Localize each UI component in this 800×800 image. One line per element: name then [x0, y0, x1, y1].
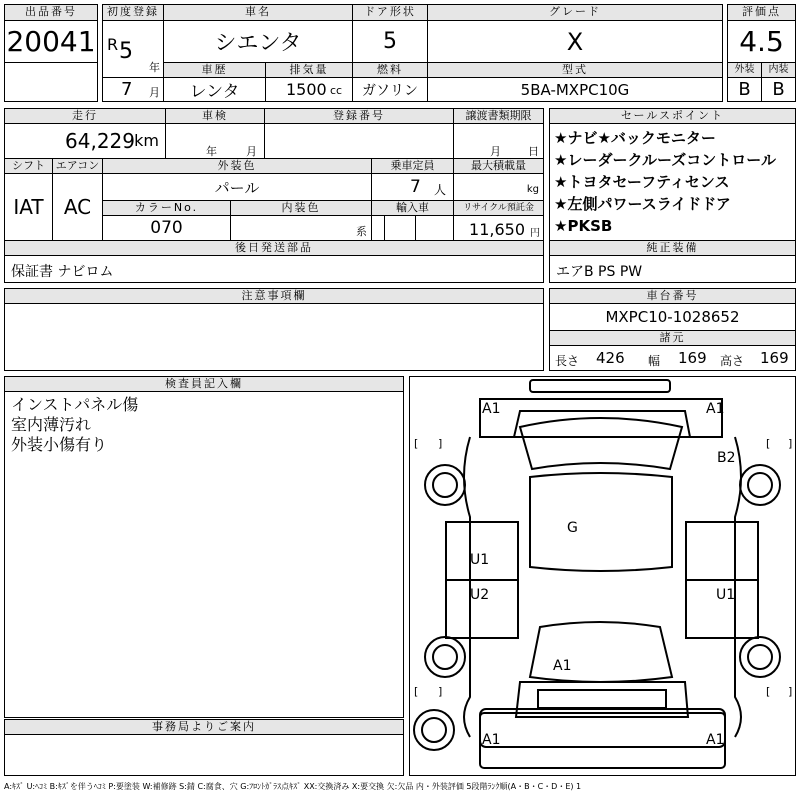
inspector-notes [4, 391, 404, 718]
first-reg-year [102, 20, 164, 78]
load-cell [453, 173, 544, 201]
svg-text:]: ] [438, 437, 443, 450]
sales-point: ★レーダークルーズコントロール [554, 151, 776, 169]
recycle: 11,650 [469, 220, 525, 239]
first-reg-label: 初度登録 [102, 4, 164, 21]
inspection-label: 車検 [165, 108, 265, 124]
int-grade-label: 内装 [761, 62, 796, 78]
width-label: 幅 [648, 354, 661, 368]
dims-label: 諸元 [549, 330, 796, 346]
color: パール [102, 173, 372, 201]
sales-label: セールスポイント [549, 108, 796, 124]
ac-label: エアコン [52, 158, 103, 174]
color-no-label: カラーNo. [102, 200, 231, 216]
inspection-year-unit: 年 [206, 145, 217, 158]
equip-label: 純正装備 [549, 240, 796, 256]
svg-text:[: [ [414, 685, 419, 698]
car-diagram-svg [410, 377, 795, 775]
mark-u1-right: U1 [716, 587, 736, 603]
fuel-label: 燃料 [352, 62, 428, 78]
capacity-unit: 人 [434, 183, 447, 197]
model: 5BA-MXPC10G [427, 77, 723, 102]
score: 4.5 [727, 20, 796, 63]
sales-point: ★トヨタセーフティセンス [554, 173, 730, 191]
inspector-label: 検査員記入欄 [4, 376, 404, 392]
svg-text:]: ] [438, 685, 443, 698]
inspector-note: 室内薄汚れ [11, 415, 92, 434]
chassis: MXPC10-1028652 [549, 303, 796, 331]
mark-a1-rear-left: A1 [482, 732, 501, 748]
lot-label: 出品番号 [4, 4, 98, 21]
length-label: 長さ [555, 354, 580, 368]
height-label: 高さ [720, 354, 745, 368]
car-diagram [409, 376, 796, 776]
notes-area [4, 303, 544, 371]
first-reg-month [102, 77, 164, 102]
int-color-cell [230, 215, 372, 241]
color-no: 070 [102, 215, 231, 241]
mark-u1-left: U1 [470, 552, 490, 568]
month-unit: 月 [149, 86, 160, 99]
length: 426 [596, 349, 625, 367]
dims-cell [549, 345, 796, 371]
transfer-day-unit: 日 [528, 145, 539, 158]
recycle-unit: 円 [530, 228, 540, 239]
width: 169 [678, 349, 707, 367]
mark-b2: B2 [717, 450, 736, 466]
sales-point: ★左側パワースライドドア [554, 195, 731, 213]
displacement: 1500 [286, 80, 327, 99]
equip-cell [549, 255, 796, 283]
grade-label: グレード [427, 4, 723, 21]
load-unit: kg [526, 184, 539, 195]
model-label: 型式 [427, 62, 723, 78]
reg-no-cell [264, 123, 454, 159]
history-label: 車歴 [163, 62, 266, 78]
reg-month: 7 [121, 79, 133, 100]
legend: A:ｷｽﾞ U:ﾍｺﾐ B:ｷｽﾞを伴うﾍｺﾐ P:要塗装 W:補修跡 S:錆 C:腐食、穴 G:ﾌﾛﾝﾄｶﾞﾗｽ点ｷｽﾞ XX:交換済み X:要交換 欠:欠品 内・外装評価 5段階ﾗﾝｸ順(A・B・C・D・E) 1 [4, 782, 582, 791]
mark-a1-front-right: A1 [706, 401, 725, 417]
import-divider [384, 216, 416, 240]
fuel: ガソリン [352, 77, 428, 102]
ext-grade-label: 外装 [727, 62, 762, 78]
year-unit: 年 [149, 61, 160, 74]
era: R [107, 35, 119, 54]
import-cell [371, 215, 454, 241]
mark-a1-rear-right: A1 [706, 732, 725, 748]
capacity-label: 乗車定員 [371, 158, 454, 174]
svg-text:[: [ [766, 437, 771, 450]
chassis-label: 車台番号 [549, 288, 796, 304]
int-grade: B [761, 77, 796, 102]
lot-number: 20041 [4, 20, 98, 63]
mark-g: G [567, 520, 578, 536]
transfer-cell [453, 123, 544, 159]
notes-label: 注意事項欄 [4, 288, 544, 304]
office-label: 事務局よりご案内 [4, 719, 404, 735]
reg-no-label: 登録番号 [264, 108, 454, 124]
ac: AC [52, 173, 103, 241]
int-color-unit: 系 [356, 225, 367, 238]
lot-blank [4, 62, 98, 102]
displacement-unit: cc [330, 84, 343, 97]
inspection-cell [165, 123, 265, 159]
svg-text:[: [ [414, 437, 419, 450]
shift: IAT [4, 173, 53, 241]
mileage: 64,229 [65, 129, 135, 153]
grade: X [427, 20, 723, 63]
ext-grade: B [727, 77, 762, 102]
mileage-unit: km [134, 131, 159, 150]
displacement-label: 排気量 [265, 62, 353, 78]
height: 169 [760, 349, 789, 367]
mileage-label: 走行 [4, 108, 166, 124]
office-area [4, 734, 404, 776]
recycle-cell [453, 215, 544, 241]
svg-text:]: ] [788, 437, 793, 450]
reg-year: 5 [119, 39, 133, 64]
svg-text:[: [ [766, 685, 771, 698]
color-label: 外装色 [102, 158, 372, 174]
capacity-cell [371, 173, 454, 201]
equipment: エアB PS PW [556, 264, 643, 280]
mark-a1-rear: A1 [553, 658, 572, 674]
inspector-note: インストパネル傷 [11, 395, 139, 414]
import-label: 輸入車 [371, 200, 454, 216]
later-parts-cell [4, 255, 544, 283]
mileage-cell [4, 123, 166, 159]
doors: 5 [352, 20, 428, 63]
later-parts-label: 後日発送部品 [4, 240, 544, 256]
sales-points [549, 123, 796, 241]
car-name-label: 車名 [163, 4, 353, 21]
door-label: ドア形状 [352, 4, 428, 21]
history: レンタ [163, 77, 266, 102]
score-label: 評価点 [727, 4, 796, 21]
transfer-month-unit: 月 [490, 145, 501, 158]
sales-point: ★ナビ★バックモニター [554, 129, 716, 147]
capacity: 7 [410, 177, 421, 197]
car-name: シエンタ [163, 20, 353, 63]
svg-text:]: ] [788, 685, 793, 698]
recycle-label: リサイクル預託金 [453, 200, 544, 216]
later-parts: 保証書 ナビロム [11, 264, 114, 280]
inspector-note: 外装小傷有り [11, 435, 108, 454]
inspection-month-unit: 月 [246, 145, 257, 158]
mark-a1-front-left: A1 [482, 401, 501, 417]
load-label: 最大積載量 [453, 158, 544, 174]
mark-u2-left: U2 [470, 587, 490, 603]
transfer-label: 譲渡書類期限 [453, 108, 544, 124]
shift-label: シフト [4, 158, 53, 174]
int-color-label: 内装色 [230, 200, 372, 216]
displacement-cell [265, 77, 353, 102]
sales-point: ★PKSB [554, 217, 613, 235]
